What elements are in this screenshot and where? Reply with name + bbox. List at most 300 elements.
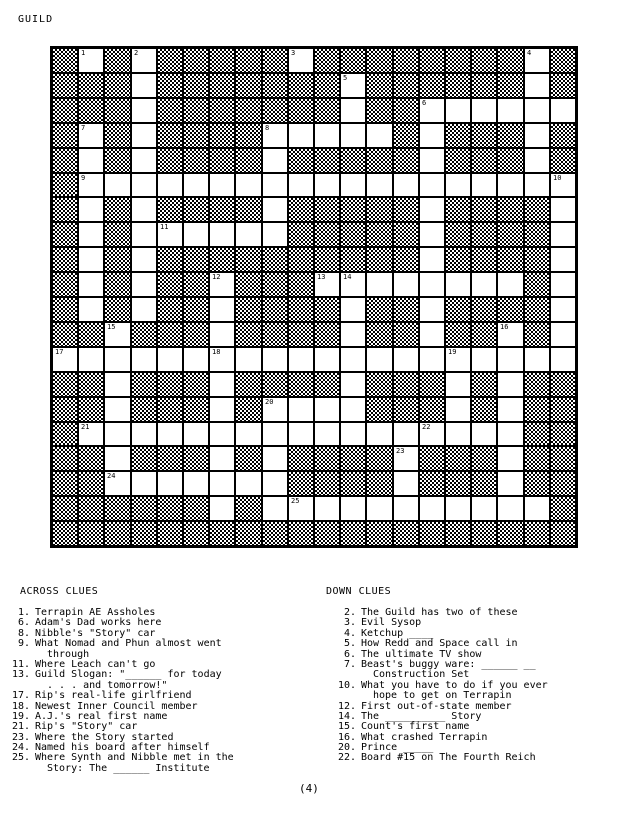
grid-cell-open[interactable] <box>497 322 524 347</box>
grid-cell-open[interactable] <box>419 148 445 173</box>
grid-cell-open[interactable] <box>262 173 288 197</box>
grid-cell-open[interactable] <box>157 173 183 197</box>
clue-label-number: 17. <box>11 690 30 702</box>
grid-cell-block <box>419 48 445 73</box>
grid-cell-open[interactable] <box>445 422 471 446</box>
grid-cell-block <box>209 73 235 98</box>
grid-cell-open[interactable] <box>340 297 366 322</box>
grid-cell-open[interactable] <box>209 272 235 297</box>
grid-cell-block <box>340 48 366 73</box>
grid-cell-open[interactable] <box>183 347 209 372</box>
grid-cell-open[interactable] <box>419 247 445 272</box>
grid-cell-open[interactable] <box>419 197 445 222</box>
grid-cell-open[interactable] <box>209 322 235 347</box>
grid-cell-block <box>183 272 209 297</box>
clue-label-number: 1. <box>17 607 30 618</box>
grid-cell-block <box>340 247 366 272</box>
grid-cell-open[interactable] <box>419 347 445 372</box>
grid-cell-block <box>524 422 550 446</box>
clue-number: 9 <box>81 174 86 182</box>
grid-cell-block <box>550 48 576 73</box>
grid-cell-block <box>131 446 157 471</box>
grid-cell-block <box>52 148 78 173</box>
grid-cell-block <box>524 272 550 297</box>
grid-cell-open[interactable] <box>419 98 445 123</box>
grid-cell-open[interactable] <box>131 148 157 173</box>
grid-cell-open[interactable] <box>78 148 104 173</box>
grid-cell-open[interactable] <box>314 123 340 148</box>
grid-cell-open[interactable] <box>524 347 550 372</box>
grid-cell-block <box>393 197 419 222</box>
grid-cell-open[interactable] <box>262 446 288 471</box>
grid-cell-open[interactable] <box>471 422 497 446</box>
grid-cell-block <box>235 48 262 73</box>
grid-cell-open[interactable] <box>445 347 471 372</box>
grid-cell-open[interactable] <box>262 471 288 496</box>
grid-cell-block <box>52 446 78 471</box>
grid-cell-open[interactable] <box>497 372 524 397</box>
grid-cell-open[interactable] <box>524 98 550 123</box>
grid-cell-block <box>393 397 419 422</box>
grid-cell-block <box>104 521 131 546</box>
down-clues-title: DOWN CLUES <box>326 586 392 597</box>
clue-text: What crashed Terrapin <box>361 731 488 743</box>
grid-cell-open[interactable] <box>104 173 131 197</box>
grid-cell-open[interactable] <box>314 496 340 521</box>
grid-cell-open[interactable] <box>497 496 524 521</box>
grid-cell-open[interactable] <box>314 422 340 446</box>
grid-cell-open[interactable] <box>393 496 419 521</box>
grid-cell-block <box>393 98 419 123</box>
grid-cell-open[interactable] <box>131 297 157 322</box>
grid-cell-open[interactable] <box>445 272 471 297</box>
grid-cell-block <box>550 148 576 173</box>
grid-cell-block <box>524 446 550 471</box>
clue-label-number: 7. <box>343 658 356 670</box>
grid-cell-block <box>157 148 183 173</box>
grid-cell-block <box>209 247 235 272</box>
grid-cell-block <box>393 148 419 173</box>
grid-cell-open[interactable] <box>262 397 288 422</box>
grid-cell-open[interactable] <box>366 347 393 372</box>
grid-cell-block <box>104 98 131 123</box>
grid-cell-block <box>524 297 550 322</box>
grid-cell-open[interactable] <box>209 297 235 322</box>
grid-cell-open[interactable] <box>524 123 550 148</box>
grid-cell-open[interactable] <box>550 347 576 372</box>
grid-cell-block <box>366 197 393 222</box>
clue-label-number: 10. <box>337 679 356 691</box>
grid-cell-open[interactable] <box>209 422 235 446</box>
grid-cell-open[interactable] <box>393 173 419 197</box>
clue-text: Construction Set <box>373 669 470 681</box>
grid-cell-block <box>550 73 576 98</box>
grid-cell-open[interactable] <box>524 496 550 521</box>
grid-cell-block <box>288 73 314 98</box>
grid-cell-block <box>104 73 131 98</box>
grid-cell-open[interactable] <box>104 397 131 422</box>
grid-cell-block <box>288 446 314 471</box>
grid-cell-open[interactable] <box>550 98 576 123</box>
grid-cell-open[interactable] <box>78 197 104 222</box>
clue-label-number: 22. <box>337 752 356 764</box>
grid-cell-open[interactable] <box>471 272 497 297</box>
grid-cell-block <box>288 272 314 297</box>
grid-cell-block <box>52 496 78 521</box>
grid-cell-open[interactable] <box>183 173 209 197</box>
grid-cell-open[interactable] <box>131 173 157 197</box>
grid-cell-open[interactable] <box>78 173 104 197</box>
grid-cell-block <box>314 98 340 123</box>
grid-cell-open[interactable] <box>78 422 104 446</box>
grid-cell-block <box>393 322 419 347</box>
grid-cell-open[interactable] <box>366 272 393 297</box>
grid-cell-block <box>524 372 550 397</box>
grid-cell-open[interactable] <box>550 272 576 297</box>
grid-cell-open[interactable] <box>288 48 314 73</box>
grid-cell-open[interactable] <box>340 397 366 422</box>
grid-cell-open[interactable] <box>393 446 419 471</box>
grid-cell-open[interactable] <box>288 397 314 422</box>
grid-cell-open[interactable] <box>104 372 131 397</box>
grid-cell-block <box>366 297 393 322</box>
grid-cell-block <box>52 48 78 73</box>
grid-cell-open[interactable] <box>262 222 288 247</box>
grid-cell-block <box>419 397 445 422</box>
page-number: (4) <box>299 782 319 795</box>
grid-cell-block <box>288 471 314 496</box>
grid-cell-open[interactable] <box>78 123 104 148</box>
grid-cell-block <box>104 222 131 247</box>
grid-cell-block <box>78 446 104 471</box>
grid-cell-open[interactable] <box>157 422 183 446</box>
grid-cell-open[interactable] <box>104 446 131 471</box>
grid-cell-open[interactable] <box>340 422 366 446</box>
grid-cell-block <box>157 496 183 521</box>
grid-cell-block <box>235 397 262 422</box>
grid-cell-block <box>288 247 314 272</box>
grid-cell-open[interactable] <box>550 322 576 347</box>
clue-number: 19 <box>448 348 457 356</box>
grid-cell-block <box>288 297 314 322</box>
grid-cell-open[interactable] <box>445 173 471 197</box>
grid-cell-block <box>235 372 262 397</box>
grid-cell-block <box>235 73 262 98</box>
grid-cell-open[interactable] <box>366 422 393 446</box>
grid-cell-open[interactable] <box>131 222 157 247</box>
grid-cell-open[interactable] <box>497 98 524 123</box>
grid-cell-open[interactable] <box>78 272 104 297</box>
grid-cell-open[interactable] <box>497 471 524 496</box>
grid-cell-block <box>471 372 497 397</box>
clue-number: 13 <box>317 273 326 281</box>
grid-cell-open[interactable] <box>471 173 497 197</box>
grid-cell-open[interactable] <box>78 297 104 322</box>
across-clue <box>0 639 234 649</box>
grid-cell-open[interactable] <box>104 422 131 446</box>
grid-cell-open[interactable] <box>497 446 524 471</box>
grid-cell-open[interactable] <box>497 173 524 197</box>
grid-cell-open[interactable] <box>314 173 340 197</box>
grid-cell-open[interactable] <box>52 347 78 372</box>
grid-cell-open[interactable] <box>288 422 314 446</box>
clue-number: 10 <box>553 174 562 182</box>
grid-cell-block <box>471 471 497 496</box>
grid-cell-open[interactable] <box>262 347 288 372</box>
grid-cell-block <box>183 322 209 347</box>
grid-cell-open[interactable] <box>131 471 157 496</box>
grid-cell-open[interactable] <box>419 123 445 148</box>
grid-cell-block <box>524 521 550 546</box>
grid-cell-open[interactable] <box>419 422 445 446</box>
grid-cell-open[interactable] <box>78 247 104 272</box>
grid-cell-open[interactable] <box>131 48 157 73</box>
grid-cell-block <box>209 98 235 123</box>
grid-cell-open[interactable] <box>262 197 288 222</box>
grid-cell-open[interactable] <box>340 347 366 372</box>
grid-cell-open[interactable] <box>419 322 445 347</box>
grid-cell-open[interactable] <box>262 496 288 521</box>
grid-cell-block <box>471 446 497 471</box>
grid-cell-block <box>471 322 497 347</box>
grid-cell-open[interactable] <box>131 272 157 297</box>
grid-cell-open[interactable] <box>104 471 131 496</box>
clue-label-number: 15. <box>337 721 356 733</box>
grid-cell-block <box>550 422 576 446</box>
grid-cell-block <box>262 73 288 98</box>
grid-cell-open[interactable] <box>340 496 366 521</box>
grid-cell-block <box>445 73 471 98</box>
grid-cell-block <box>471 521 497 546</box>
grid-cell-open[interactable] <box>340 73 366 98</box>
grid-cell-block <box>393 297 419 322</box>
across-clue <box>0 764 234 774</box>
grid-cell-open[interactable] <box>157 471 183 496</box>
grid-cell-open[interactable] <box>78 222 104 247</box>
grid-cell-open[interactable] <box>340 272 366 297</box>
grid-cell-open[interactable] <box>445 496 471 521</box>
grid-cell-block <box>157 322 183 347</box>
grid-cell-open[interactable] <box>419 222 445 247</box>
down-clue-list <box>326 608 548 764</box>
grid-cell-open[interactable] <box>104 322 131 347</box>
grid-cell-block <box>550 397 576 422</box>
grid-cell-block <box>52 98 78 123</box>
grid-cell-block <box>366 521 393 546</box>
grid-cell-open[interactable] <box>550 297 576 322</box>
grid-cell-block <box>471 197 497 222</box>
grid-cell-open[interactable] <box>131 347 157 372</box>
grid-cell-block <box>445 222 471 247</box>
grid-cell-block <box>78 397 104 422</box>
grid-cell-open[interactable] <box>550 222 576 247</box>
clue-number: 15 <box>107 323 116 331</box>
grid-cell-block <box>445 521 471 546</box>
clue-label-number: 6. <box>343 648 356 660</box>
grid-cell-block <box>314 446 340 471</box>
grid-cell-open[interactable] <box>550 173 576 197</box>
clue-text: What you have to do if you ever <box>361 679 548 691</box>
grid-cell-open[interactable] <box>471 347 497 372</box>
grid-cell-block <box>131 322 157 347</box>
grid-cell-open[interactable] <box>471 98 497 123</box>
grid-cell-open[interactable] <box>235 422 262 446</box>
grid-cell-open[interactable] <box>235 173 262 197</box>
grid-cell-open[interactable] <box>471 496 497 521</box>
grid-cell-block <box>340 222 366 247</box>
grid-cell-open[interactable] <box>209 446 235 471</box>
grid-cell-block <box>471 247 497 272</box>
grid-cell-block <box>393 372 419 397</box>
grid-cell-open[interactable] <box>131 123 157 148</box>
grid-cell-block <box>235 446 262 471</box>
grid-cell-block <box>262 48 288 73</box>
grid-cell-block <box>471 48 497 73</box>
grid-cell-open[interactable] <box>419 272 445 297</box>
grid-cell-open[interactable] <box>157 347 183 372</box>
grid-cell-open[interactable] <box>209 173 235 197</box>
grid-cell-open[interactable] <box>288 173 314 197</box>
grid-cell-block <box>209 123 235 148</box>
clue-number: 16 <box>500 323 509 331</box>
grid-cell-open[interactable] <box>209 496 235 521</box>
grid-cell-block <box>471 148 497 173</box>
grid-cell-open[interactable] <box>524 73 550 98</box>
grid-cell-open[interactable] <box>131 422 157 446</box>
down-clue <box>326 618 548 628</box>
grid-cell-block <box>393 73 419 98</box>
grid-cell-open[interactable] <box>183 422 209 446</box>
grid-cell-open[interactable] <box>550 197 576 222</box>
grid-cell-open[interactable] <box>314 272 340 297</box>
grid-cell-block <box>183 148 209 173</box>
grid-cell-open[interactable] <box>340 322 366 347</box>
grid-cell-block <box>366 73 393 98</box>
grid-cell-open[interactable] <box>340 123 366 148</box>
grid-cell-open[interactable] <box>366 123 393 148</box>
grid-cell-open[interactable] <box>209 222 235 247</box>
grid-cell-block <box>157 73 183 98</box>
grid-cell-open[interactable] <box>445 98 471 123</box>
grid-cell-open[interactable] <box>524 48 550 73</box>
grid-cell-open[interactable] <box>393 471 419 496</box>
grid-cell-block <box>131 397 157 422</box>
grid-cell-block <box>78 496 104 521</box>
grid-cell-open[interactable] <box>419 496 445 521</box>
grid-cell-block <box>52 197 78 222</box>
grid-cell-block <box>104 148 131 173</box>
grid-cell-open[interactable] <box>524 148 550 173</box>
grid-cell-open[interactable] <box>288 347 314 372</box>
grid-cell-open[interactable] <box>288 123 314 148</box>
grid-cell-block <box>157 197 183 222</box>
grid-cell-block <box>471 297 497 322</box>
grid-cell-open[interactable] <box>131 247 157 272</box>
grid-cell-block <box>104 272 131 297</box>
grid-cell-open[interactable] <box>235 222 262 247</box>
grid-cell-open[interactable] <box>183 471 209 496</box>
clue-text: Story: The ______ Institute <box>47 762 210 774</box>
grid-cell-open[interactable] <box>131 73 157 98</box>
grid-cell-open[interactable] <box>366 496 393 521</box>
grid-cell-open[interactable] <box>497 397 524 422</box>
clue-text: Named his board after himself <box>35 742 210 754</box>
grid-cell-open[interactable] <box>78 48 104 73</box>
grid-cell-open[interactable] <box>524 173 550 197</box>
clue-text: Adam's Dad works here <box>35 617 162 629</box>
grid-cell-open[interactable] <box>209 471 235 496</box>
grid-cell-open[interactable] <box>340 173 366 197</box>
grid-cell-block <box>288 322 314 347</box>
grid-cell-block <box>314 73 340 98</box>
grid-cell-block <box>104 197 131 222</box>
grid-cell-open[interactable] <box>497 422 524 446</box>
grid-cell-block <box>340 148 366 173</box>
grid-cell-open[interactable] <box>262 123 288 148</box>
grid-cell-block <box>366 148 393 173</box>
grid-cell-open[interactable] <box>340 98 366 123</box>
grid-cell-open[interactable] <box>209 397 235 422</box>
grid-cell-open[interactable] <box>445 372 471 397</box>
grid-cell-block <box>52 222 78 247</box>
grid-cell-open[interactable] <box>497 347 524 372</box>
grid-cell-open[interactable] <box>445 397 471 422</box>
grid-cell-block <box>524 322 550 347</box>
grid-cell-open[interactable] <box>393 347 419 372</box>
grid-cell-open[interactable] <box>393 422 419 446</box>
grid-cell-block <box>393 48 419 73</box>
grid-cell-open[interactable] <box>314 347 340 372</box>
grid-cell-block <box>340 446 366 471</box>
grid-cell-open[interactable] <box>78 347 104 372</box>
clue-label-number: 20. <box>337 742 356 754</box>
grid-cell-block <box>340 197 366 222</box>
clue-label-number: 2. <box>343 607 356 618</box>
clue-number: 23 <box>396 447 405 455</box>
grid-cell-block <box>314 222 340 247</box>
grid-cell-block <box>52 397 78 422</box>
grid-cell-block <box>497 148 524 173</box>
clue-number: 1 <box>81 49 86 57</box>
grid-cell-block <box>366 322 393 347</box>
grid-cell-open[interactable] <box>550 247 576 272</box>
grid-cell-open[interactable] <box>104 347 131 372</box>
grid-cell-open[interactable] <box>235 347 262 372</box>
grid-cell-open[interactable] <box>366 173 393 197</box>
grid-cell-open[interactable] <box>209 372 235 397</box>
grid-cell-block <box>393 247 419 272</box>
grid-cell-open[interactable] <box>497 272 524 297</box>
grid-cell-open[interactable] <box>131 98 157 123</box>
grid-cell-open[interactable] <box>262 148 288 173</box>
grid-cell-open[interactable] <box>419 173 445 197</box>
grid-cell-open[interactable] <box>288 496 314 521</box>
clue-number: 11 <box>160 223 169 231</box>
grid-cell-open[interactable] <box>157 222 183 247</box>
grid-cell-open[interactable] <box>131 197 157 222</box>
grid-cell-open[interactable] <box>393 272 419 297</box>
grid-cell-open[interactable] <box>314 397 340 422</box>
grid-cell-block <box>550 496 576 521</box>
grid-cell-open[interactable] <box>340 372 366 397</box>
grid-cell-open[interactable] <box>419 297 445 322</box>
grid-cell-open[interactable] <box>262 422 288 446</box>
grid-cell-open[interactable] <box>183 222 209 247</box>
grid-cell-open[interactable] <box>209 347 235 372</box>
grid-cell-open[interactable] <box>235 471 262 496</box>
grid-cell-block <box>78 521 104 546</box>
grid-cell-block <box>550 446 576 471</box>
